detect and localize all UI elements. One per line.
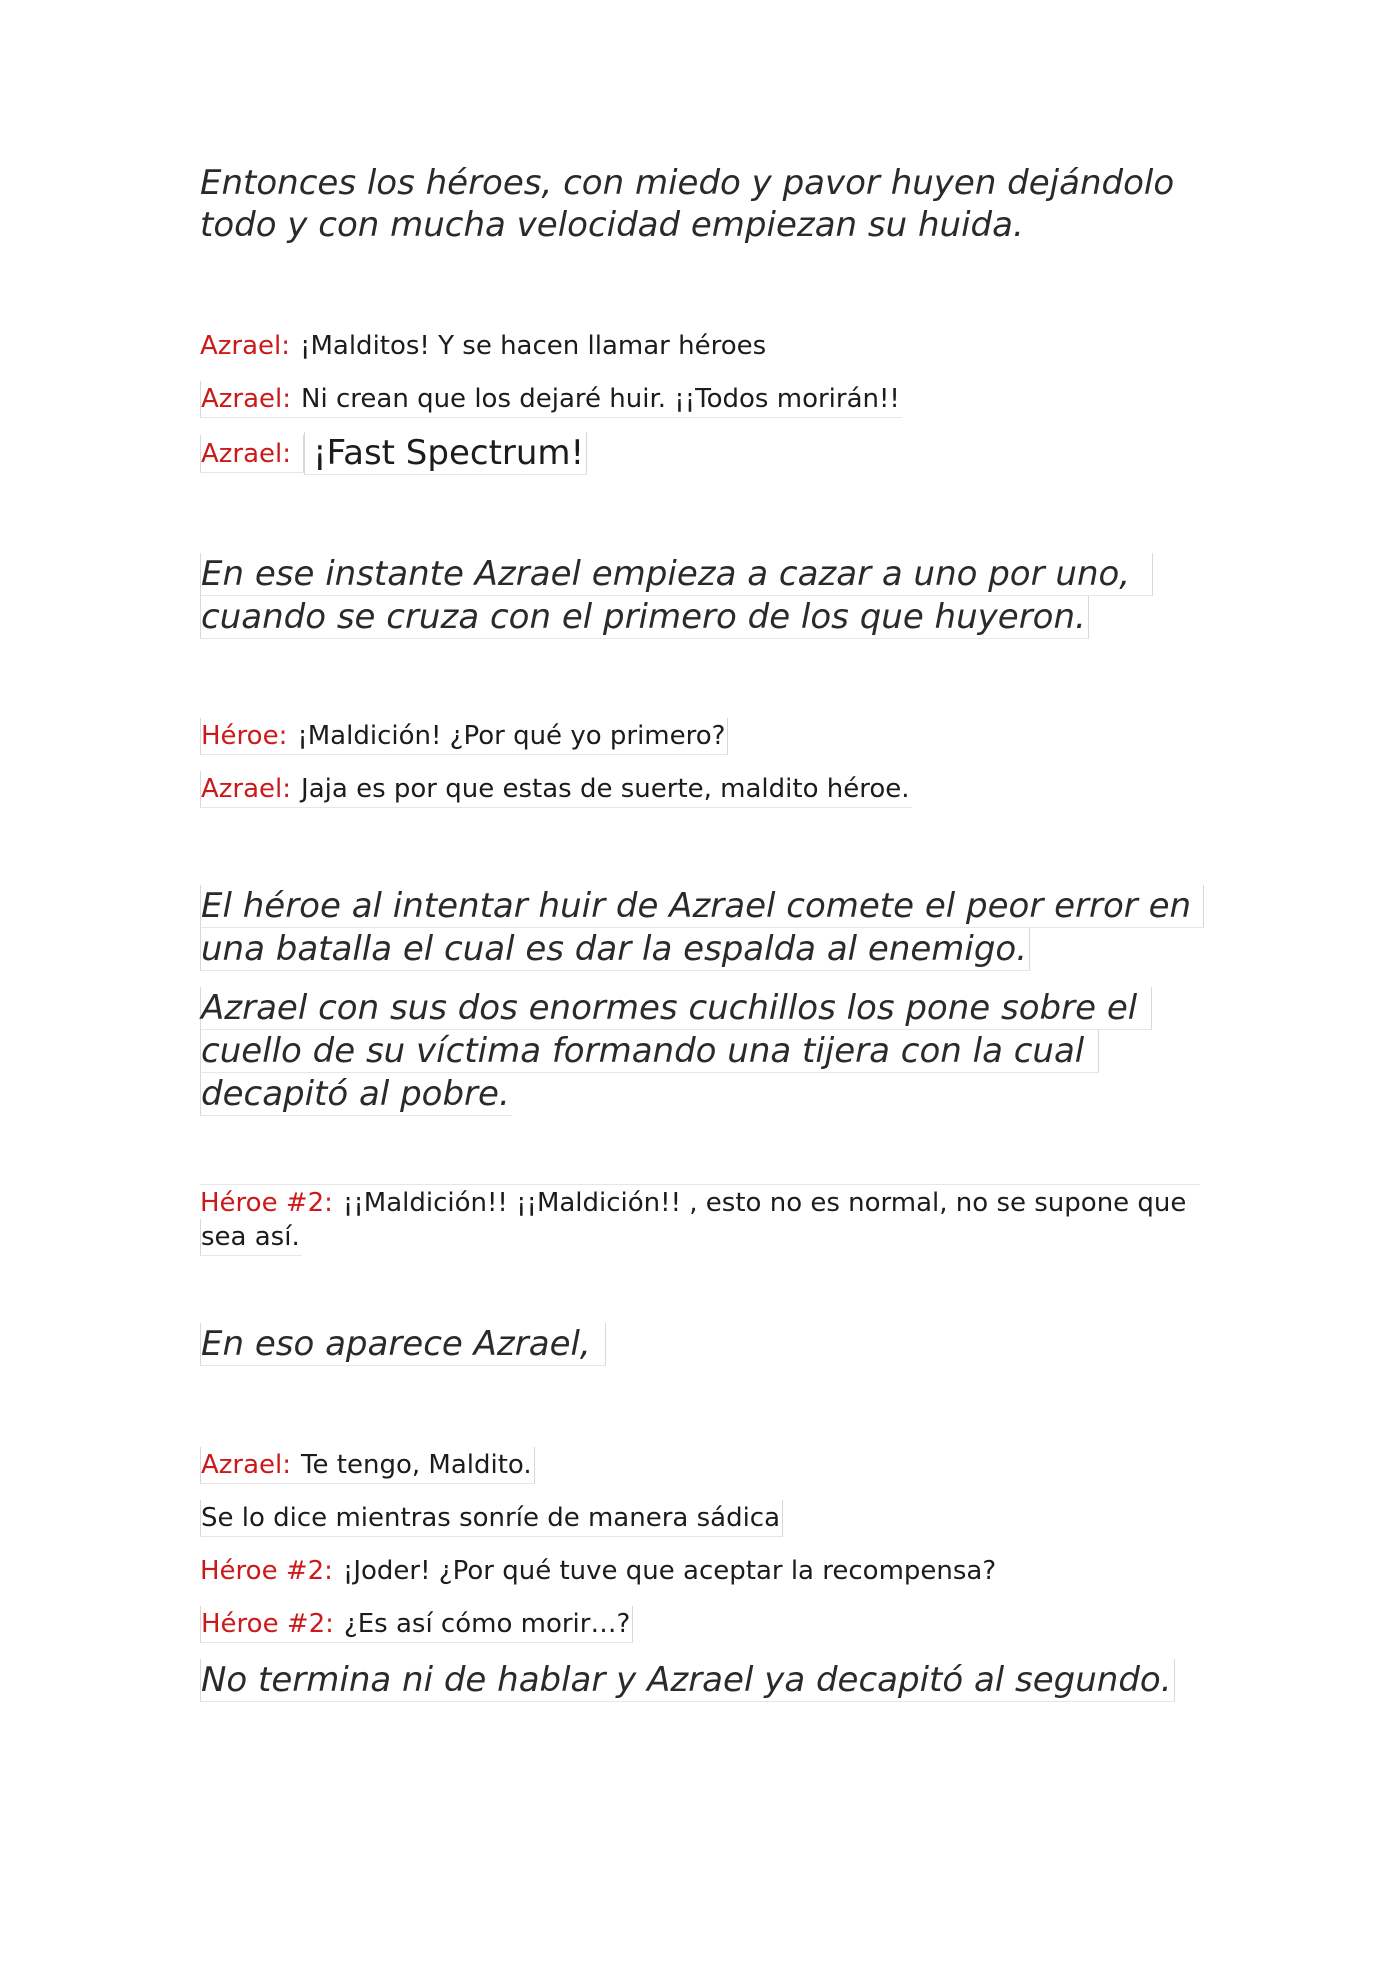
dialogue-line: [200, 1606, 633, 1643]
dialogue-text: ¡¡Maldición!! ¡¡Maldición!! , esto no es normal, no se supone que: [342, 1188, 1187, 1218]
speaker-label: Azrael:: [200, 331, 291, 361]
speaker-label: Azrael:: [201, 384, 292, 414]
dialogue-text: Ni crean que los dejaré huir. ¡¡Todos morirán!!: [301, 384, 900, 414]
dialogue-text-continuation: sea así.: [200, 1219, 302, 1256]
narration-line: una batalla el cual es dar la espalda al enemigo.: [200, 928, 1030, 971]
narration-line: El héroe al intentar huir de Azrael comete el peor error en: [200, 885, 1204, 928]
speaker-label: Azrael:: [201, 1450, 292, 1480]
speaker-label: Héroe:: [201, 721, 288, 751]
speaker-label: Héroe #2:: [200, 1556, 333, 1586]
dialogue-line: [200, 771, 912, 808]
dialogue-text: Jaja es por que estas de suerte, maldito héroe.: [301, 774, 910, 804]
dialogue-text: ¡Fast Spectrum!: [304, 432, 587, 475]
narration-line: decapitó al pobre.: [201, 1074, 510, 1114]
speaker-label: Azrael:: [201, 438, 292, 469]
dialogue-text: Te tengo, Maldito.: [301, 1450, 532, 1480]
speaker-label: Héroe #2:: [200, 1188, 333, 1218]
narration-paragraph: [200, 553, 1153, 639]
narration-paragraph: [200, 162, 1174, 246]
dialogue-line: [200, 1500, 783, 1537]
narration-paragraph: [200, 1659, 1175, 1702]
narration-line: No termina ni de hablar y Azrael ya decapitó al segundo.: [200, 1659, 1175, 1702]
dialogue-line: [200, 1447, 535, 1484]
narration-paragraph: [200, 1323, 606, 1366]
narration-line: Entonces los héroes, con miedo y pavor huyen dejándolo: [200, 163, 1175, 203]
narration-line: cuello de su víctima formando una tijera con la cual: [200, 1030, 1099, 1073]
dialogue-line: [200, 328, 766, 364]
dialogue-text: ¡Malditos! Y se hacen llamar héroes: [300, 331, 767, 361]
dialogue-text: ¡Joder! ¿Por qué tuve que aceptar la recompensa?: [342, 1556, 997, 1586]
narration-line: En ese instante Azrael empieza a cazar a uno por uno,: [200, 553, 1153, 596]
speaker-label: Héroe #2:: [201, 1609, 334, 1639]
narration-line: Azrael con sus dos enormes cuchillos los pone sobre el: [200, 987, 1152, 1030]
dialogue-text: ¿Es así cómo morir…?: [343, 1609, 631, 1639]
speaker-label: Azrael:: [201, 774, 292, 804]
narration-line: En eso aparece Azrael,: [200, 1323, 606, 1366]
dialogue-line: [200, 1184, 1200, 1256]
dialogue-line: [200, 432, 587, 475]
dialogue-line: [200, 718, 728, 755]
narration-line: cuando se cruza con el primero de los que huyeron.: [200, 596, 1089, 639]
dialogue-line: [200, 1553, 996, 1589]
narration-paragraph: [200, 987, 1152, 1116]
narration-line: todo y con mucha velocidad empiezan su huida.: [200, 205, 1024, 245]
dialogue-text: ¡Maldición! ¿Por qué yo primero?: [297, 721, 726, 751]
dialogue-line: [200, 381, 902, 418]
dialogue-text: Se lo dice mientras sonríe de manera sádica: [200, 1500, 783, 1537]
narration-paragraph: [200, 885, 1204, 971]
